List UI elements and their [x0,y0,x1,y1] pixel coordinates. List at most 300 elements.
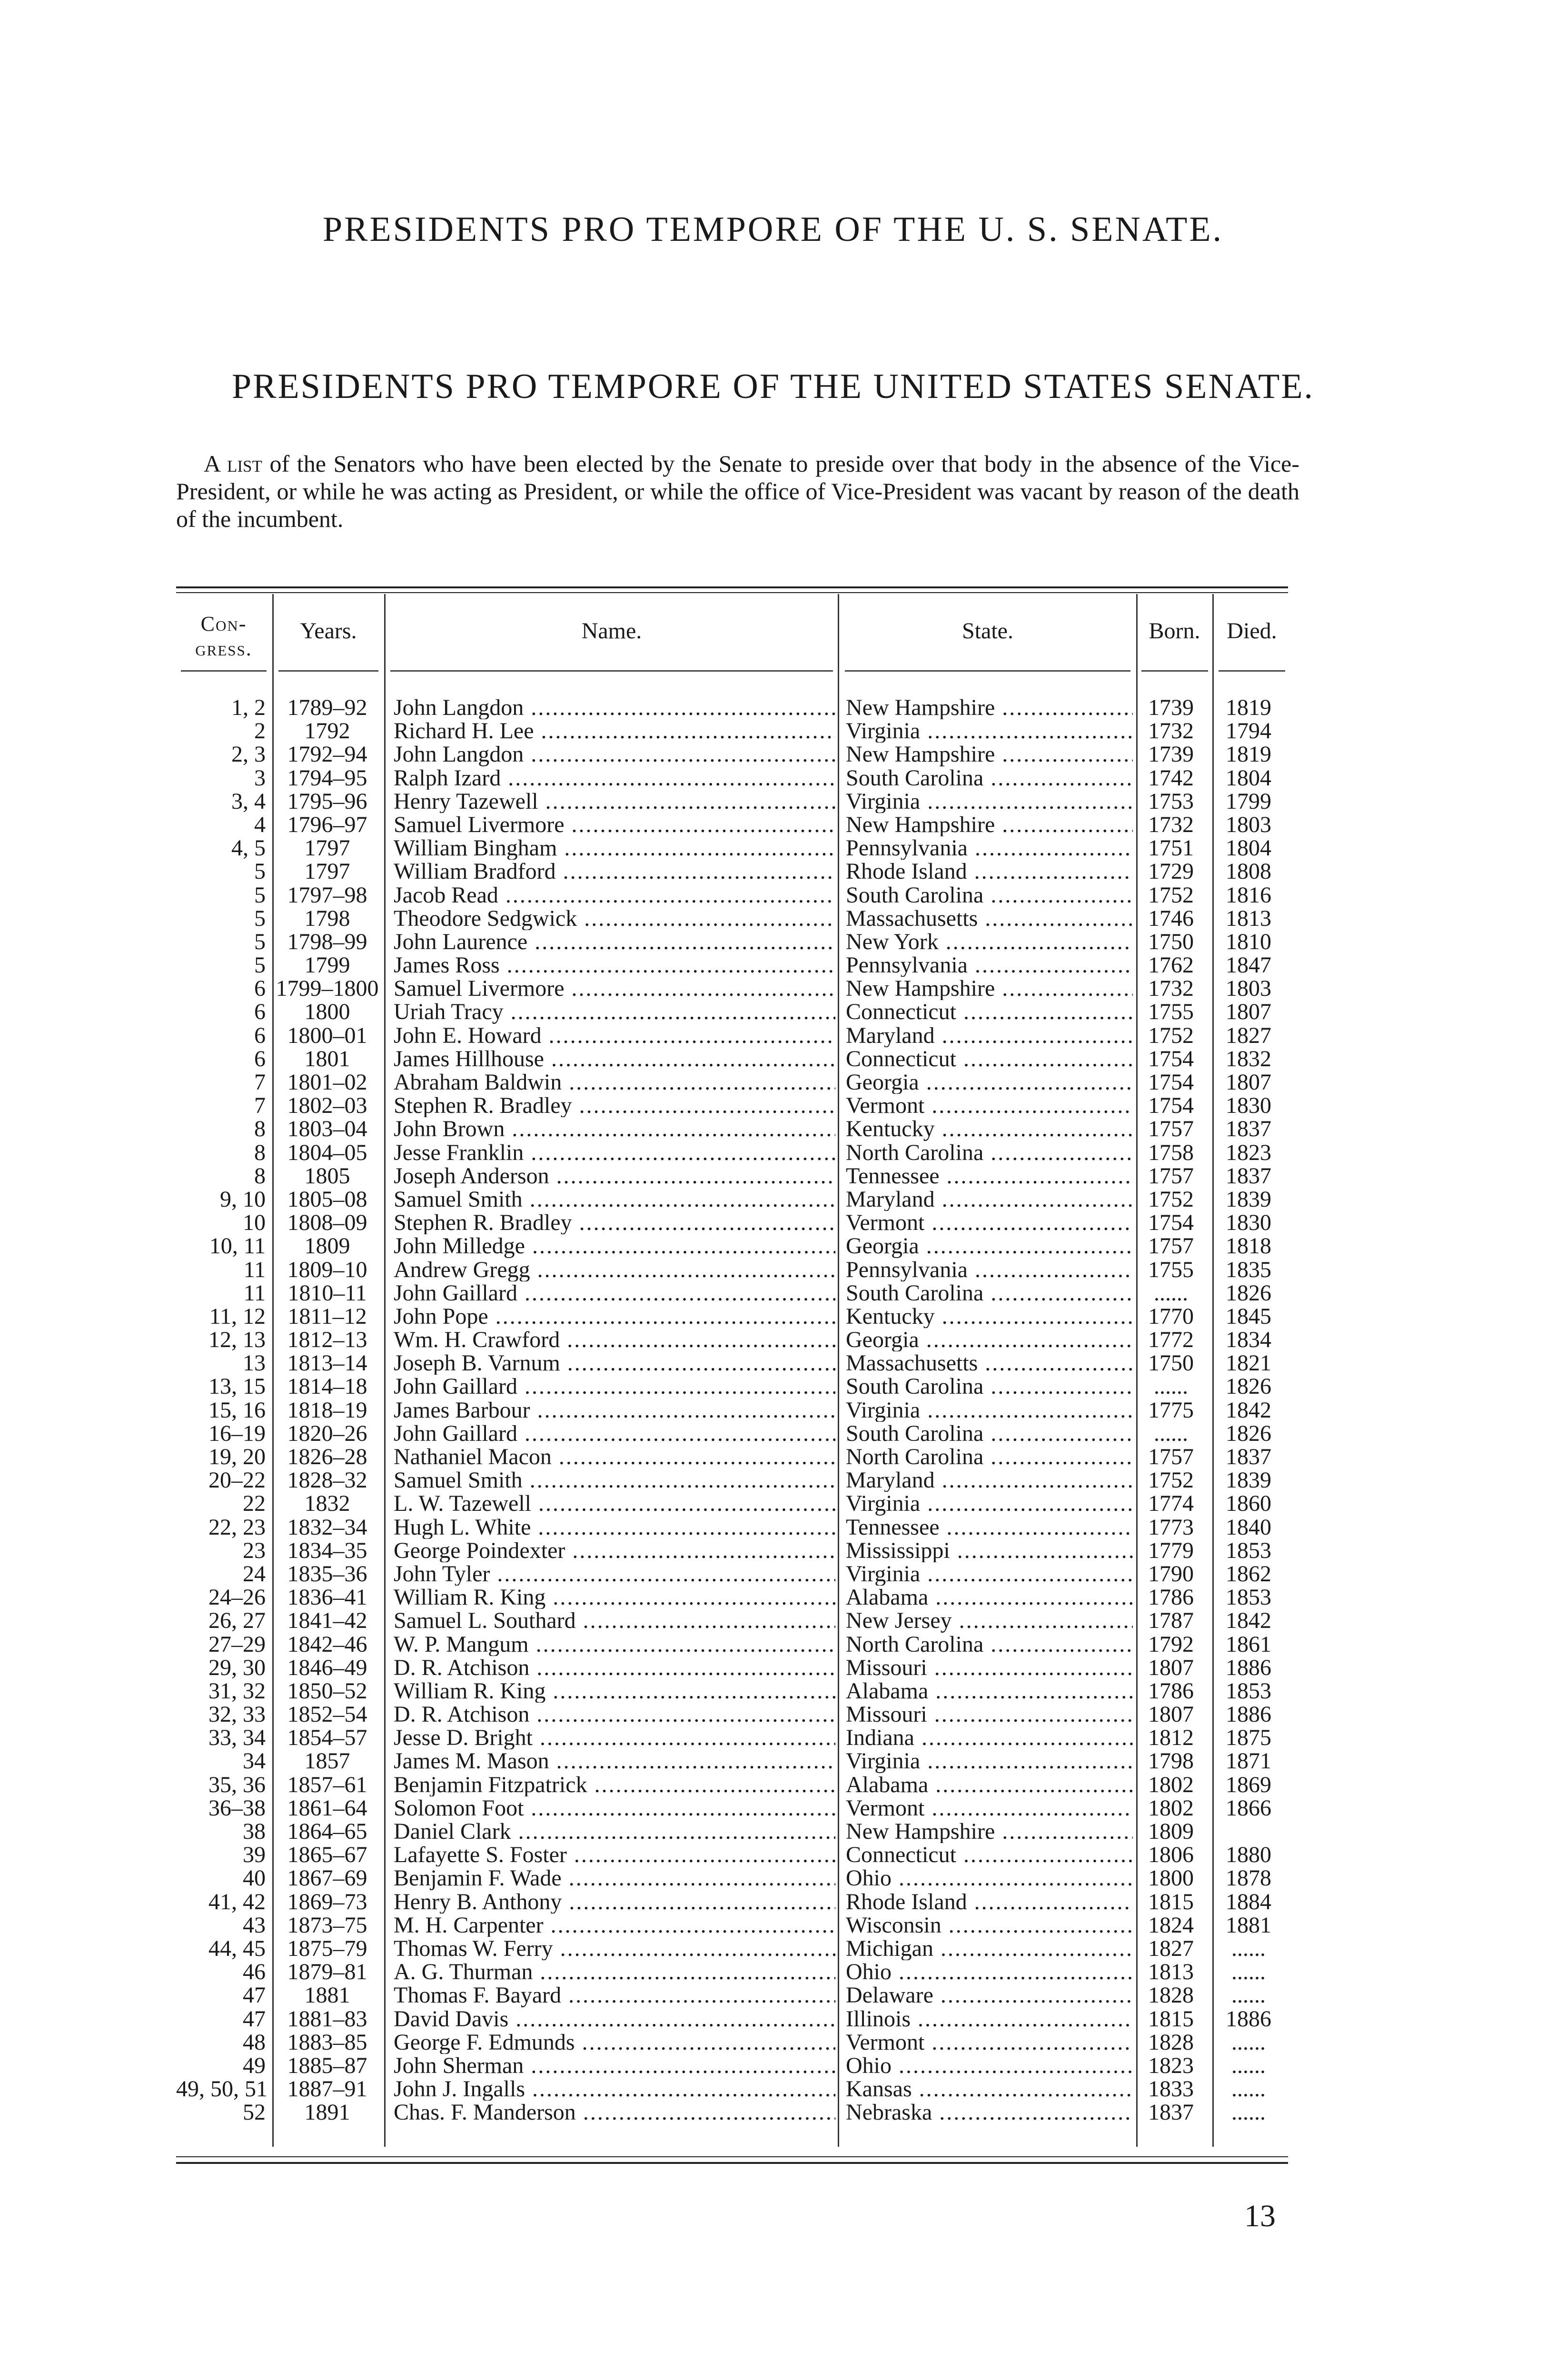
name-cell: Jesse Franklin ..... [383,1141,835,1164]
table-top-rule [176,586,1288,588]
died-cell: 1886 [1226,1655,1271,1680]
years-cell: 1795–96 [287,788,367,814]
table-row [176,1024,1288,1047]
congress-cell: 16–19 [208,1420,266,1446]
header-divider [181,670,267,673]
state-cell: Ohio ..... [835,1866,1133,1890]
header-congress-line1: Con- [200,612,247,635]
died-cell: 1886 [1226,2006,1271,2032]
born-cell: 1807 [1148,1655,1194,1680]
name-cell: William R. King ..... [383,1679,835,1703]
state-cell: Pennsylvania ..... [835,953,1133,977]
name-cell: A. G. Thurman ..... [383,1960,835,1983]
died-cell: 1884 [1226,1889,1271,1914]
state-cell: North Carolina ..... [835,1445,1133,1468]
born-cell: 1732 [1148,812,1194,837]
years-cell: 1828–32 [287,1468,367,1493]
state-cell: Kansas ..... [835,2077,1133,2101]
born-cell: 1807 [1148,1702,1194,1727]
years-cell: 1883–85 [287,2029,367,2055]
state-cell: Massachusetts ..... [835,907,1133,930]
years-cell: 1885–87 [287,2053,367,2078]
died-cell: 1810 [1226,929,1271,954]
name-cell: L. W. Tazewell ..... [383,1492,835,1515]
state-cell: New Hampshire ..... [835,977,1133,1000]
years-cell: 1799–1800 [276,976,379,1002]
years-cell: 1799 [304,952,350,978]
congress-cell: 43 [243,1912,266,1938]
died-cell: 1862 [1226,1561,1271,1587]
table-row [176,719,1288,743]
congress-cell: 6 [254,976,266,1002]
died-cell: 1886 [1226,1702,1271,1727]
state-cell: Rhode Island ..... [835,1890,1133,1914]
table-row [176,1562,1288,1586]
state-cell: Vermont ..... [835,1211,1133,1234]
name-cell: John Laurence ..... [383,930,835,953]
table-row [176,1351,1288,1375]
born-cell: 1732 [1148,976,1194,1002]
born-cell: 1823 [1148,2053,1194,2078]
congress-cell: 6 [254,1046,266,1071]
congress-cell: 22, 23 [208,1514,266,1540]
congress-cell: 3, 4 [231,788,266,814]
page-number: 13 [1244,2199,1276,2233]
senate-table [176,696,1288,2124]
name-cell: Theodore Sedgwick ..... [383,907,835,930]
name-cell: Jesse D. Bright ..... [383,1726,835,1749]
table-row [176,1445,1288,1468]
state-cell: Virginia ..... [835,1398,1133,1422]
congress-cell: 4, 5 [231,835,266,861]
born-cell: 1739 [1148,742,1194,767]
born-cell: 1809 [1148,1819,1194,1844]
table-row [176,1117,1288,1140]
table-row [176,977,1288,1000]
years-cell: 1832 [304,1491,350,1517]
years-cell: 1873–75 [287,1912,367,1938]
years-cell: 1808–09 [287,1210,367,1236]
table-row [176,1234,1288,1258]
table-row [176,1586,1288,1609]
years-cell: 1798 [304,905,350,931]
congress-cell: 5 [254,905,266,931]
died-cell: 1881 [1226,1912,1271,1938]
state-cell: Georgia ..... [835,1328,1133,1351]
name-cell: Benjamin F. Wade ..... [383,1866,835,1890]
died-cell: 1819 [1226,695,1271,720]
years-cell: 1798–99 [287,929,367,954]
born-cell: 1798 [1148,1748,1194,1774]
congress-cell: 49, 50, 51 [176,2076,268,2102]
congress-cell: 20–22 [208,1468,266,1493]
header-years: Years. [300,618,357,644]
state-cell: Illinois ..... [835,2007,1133,2031]
name-cell: W. P. Mangum ..... [383,1633,835,1656]
state-cell: Tennessee ..... [835,1164,1133,1188]
name-cell: John Brown ..... [383,1117,835,1140]
state-cell: Alabama ..... [835,1586,1133,1609]
table-row [176,743,1288,766]
state-cell: Kentucky ..... [835,1305,1133,1328]
name-cell: Andrew Gregg ..... [383,1258,835,1281]
died-cell: ...... [1231,1959,1266,1985]
state-cell: Maryland ..... [835,1188,1133,1211]
congress-cell: 31, 32 [208,1678,266,1704]
years-cell: 1852–54 [287,1702,367,1727]
table-row [176,1281,1288,1305]
born-cell: 1802 [1148,1772,1194,1797]
died-cell: 1842 [1226,1608,1271,1634]
born-cell: 1772 [1148,1327,1194,1353]
name-cell: John E. Howard ..... [383,1024,835,1047]
name-cell: William Bradford ..... [383,860,835,883]
name-cell: John Pope ..... [383,1305,835,1328]
died-cell: 1839 [1226,1468,1271,1493]
congress-cell: 34 [243,1748,266,1774]
died-cell: 1818 [1226,1233,1271,1259]
table-row [176,2054,1288,2077]
years-cell: 1804–05 [287,1140,367,1165]
congress-cell: 46 [243,1959,266,1985]
table-row [176,1164,1288,1188]
header-divider [278,670,378,673]
years-cell: 1809–10 [287,1257,367,1282]
died-cell: ...... [1231,2076,1266,2102]
born-cell: 1827 [1148,1935,1194,1961]
name-cell: Chas. F. Manderson ..... [383,2101,835,2124]
state-cell: Massachusetts ..... [835,1351,1133,1375]
table-row [176,930,1288,953]
years-cell: 1826–28 [287,1444,367,1469]
died-cell: 1819 [1226,742,1271,767]
born-cell: 1750 [1148,1350,1194,1376]
header-divider [1141,670,1208,673]
years-cell: 1797 [304,835,350,861]
state-cell: Maryland ..... [835,1024,1133,1047]
name-cell: Samuel Smith ..... [383,1468,835,1492]
table-row [176,813,1288,836]
name-cell: Hugh L. White ..... [383,1516,835,1539]
running-head: PRESIDENTS PRO TEMPORE OF THE U. S. SENATE. [322,210,1224,249]
congress-cell: 49 [243,2053,266,2078]
died-cell: 1842 [1226,1397,1271,1423]
years-cell: 1811–12 [287,1303,367,1329]
congress-cell: 15, 16 [208,1397,266,1423]
congress-cell: 23 [243,1537,266,1563]
born-cell: 1828 [1148,1983,1194,2008]
state-cell: Vermont ..... [835,1796,1133,1820]
born-cell: 1757 [1148,1163,1194,1189]
years-cell: 1813–14 [287,1350,367,1376]
congress-cell: 32, 33 [208,1702,266,1727]
state-cell: Nebraska ..... [835,2101,1133,2124]
born-cell: 1815 [1148,1889,1194,1914]
state-cell: New Jersey ..... [835,1609,1133,1632]
state-cell: Kentucky ..... [835,1117,1133,1140]
died-cell: 1871 [1226,1748,1271,1774]
years-cell: 1834–35 [287,1537,367,1563]
name-cell: Henry Tazewell ..... [383,790,835,813]
state-cell: Tennessee ..... [835,1516,1133,1539]
table-row [176,1773,1288,1796]
name-cell: Stephen R. Bradley ..... [383,1094,835,1117]
born-cell: 1752 [1148,1186,1194,1212]
years-cell: 1861–64 [287,1795,367,1821]
congress-cell: 48 [243,2029,266,2055]
name-cell: Joseph Anderson ..... [383,1164,835,1188]
born-cell: 1837 [1148,2100,1194,2125]
born-cell: 1755 [1148,999,1194,1025]
died-cell: 1861 [1226,1631,1271,1657]
name-cell: Uriah Tracy ..... [383,1000,835,1023]
years-cell: 1881–83 [287,2006,367,2032]
name-cell: James M. Mason ..... [383,1749,835,1773]
born-cell: 1746 [1148,905,1194,931]
years-cell: 1789–92 [287,695,367,720]
born-cell: 1773 [1148,1514,1194,1540]
congress-cell: 40 [243,1865,266,1891]
table-row [176,1890,1288,1914]
state-cell: New Hampshire ..... [835,696,1133,719]
years-cell: 1792 [304,718,350,744]
name-cell: Joseph B. Varnum ..... [383,1351,835,1375]
died-cell [1209,1820,1288,1843]
died-cell: 1826 [1226,1280,1271,1306]
name-cell: Stephen R. Bradley ..... [383,1211,835,1234]
died-cell: 1830 [1226,1093,1271,1119]
state-cell: Virginia ..... [835,1492,1133,1515]
state-cell: Virginia ..... [835,1562,1133,1586]
born-cell: 1800 [1148,1865,1194,1891]
congress-cell: 3 [254,765,266,791]
died-cell: 1794 [1226,718,1271,744]
name-cell: John Gaillard ..... [383,1422,835,1445]
state-cell: Michigan ..... [835,1937,1133,1960]
state-cell: Georgia ..... [835,1234,1133,1258]
name-cell: John Milledge ..... [383,1234,835,1258]
name-cell: Henry B. Anthony ..... [383,1890,835,1914]
table-row [176,907,1288,930]
header-divider [390,670,833,673]
born-cell: 1828 [1148,2029,1194,2055]
name-cell: John Langdon ..... [383,696,835,719]
years-cell: 1835–36 [287,1561,367,1587]
table-row [176,1141,1288,1164]
congress-cell: 11, 12 [209,1303,266,1329]
table-row [176,2077,1288,2101]
born-cell: 1754 [1148,1046,1194,1071]
born-cell: 1729 [1148,859,1194,884]
congress-cell: 38 [243,1819,266,1844]
born-cell: 1752 [1148,882,1194,908]
state-cell: South Carolina ..... [835,766,1133,790]
table-row [176,1656,1288,1679]
years-cell: 1800 [304,999,350,1025]
name-cell: John Gaillard ..... [383,1281,835,1305]
years-cell: 1857 [304,1748,350,1774]
name-cell: William R. King ..... [383,1586,835,1609]
congress-cell: 44, 45 [208,1935,266,1961]
congress-cell: 24 [243,1561,266,1587]
congress-cell: 10, 11 [209,1233,266,1259]
table-row [176,1305,1288,1328]
congress-cell: 29, 30 [208,1655,266,1680]
died-cell: 1826 [1226,1420,1271,1446]
state-cell: South Carolina ..... [835,1375,1133,1398]
died-cell: 1839 [1226,1186,1271,1212]
state-cell: New Hampshire ..... [835,813,1133,836]
table-row [176,1726,1288,1749]
table-row [176,1468,1288,1492]
congress-cell: 13 [243,1350,266,1376]
congress-cell: 11 [243,1280,266,1306]
name-cell: Samuel Livermore ..... [383,977,835,1000]
years-cell: 1809 [304,1233,350,1259]
intro-lead: A list [204,450,262,477]
years-cell: 1846–49 [287,1655,367,1680]
born-cell: 1786 [1148,1585,1194,1610]
died-cell: 1804 [1226,765,1271,791]
died-cell: 1847 [1226,952,1271,978]
state-cell: Connecticut ..... [835,1047,1133,1071]
died-cell: 1835 [1226,1257,1271,1282]
state-cell: Ohio ..... [835,2054,1133,2077]
born-cell: 1758 [1148,1140,1194,1165]
born-cell: 1787 [1148,1608,1194,1634]
table-row [176,953,1288,977]
years-cell: 1857–61 [287,1772,367,1797]
name-cell: James Hillhouse ..... [383,1047,835,1071]
header-congress [176,612,271,661]
name-cell: D. R. Atchison ..... [383,1703,835,1726]
name-cell: John Sherman ..... [383,2054,835,2077]
died-cell: 1834 [1226,1327,1271,1353]
born-cell: 1762 [1148,952,1194,978]
years-cell: 1869–73 [287,1889,367,1914]
died-cell: 1823 [1226,1140,1271,1165]
years-cell: 1842–46 [287,1631,367,1657]
born-cell: 1754 [1148,1093,1194,1119]
table-row [176,1937,1288,1960]
years-cell: 1865–67 [287,1842,367,1868]
table-row [176,1609,1288,1632]
name-cell: Lafayette S. Foster ..... [383,1843,835,1866]
table-row [176,1820,1288,1843]
header-died: Died. [1227,618,1277,644]
state-cell: New York ..... [835,930,1133,953]
table-row [176,1422,1288,1445]
years-cell: 1854–57 [287,1725,367,1751]
table-row [176,1749,1288,1773]
name-cell: George F. Edmunds ..... [383,2031,835,2054]
years-cell: 1832–34 [287,1514,367,1540]
state-cell: Virginia ..... [835,790,1133,813]
born-cell: 1824 [1148,1912,1194,1938]
state-cell: Mississippi ..... [835,1539,1133,1562]
table-row [176,1492,1288,1515]
congress-cell: 6 [254,1022,266,1048]
born-cell: 1770 [1148,1303,1194,1329]
years-cell: 1800–01 [287,1022,367,1048]
state-cell: New Hampshire ..... [835,743,1133,766]
congress-cell: 26, 27 [208,1608,266,1634]
years-cell: 1803–04 [287,1116,367,1142]
header-congress-line2: gress. [195,637,252,660]
years-cell: 1820–26 [287,1420,367,1446]
state-cell: Maryland ..... [835,1468,1133,1492]
congress-cell: 52 [243,2100,266,2125]
congress-cell: 4 [254,812,266,837]
table-row [176,1188,1288,1211]
congress-cell: 5 [254,859,266,884]
table-row [176,860,1288,883]
congress-cell: 19, 20 [208,1444,266,1469]
table-row [176,1633,1288,1656]
name-cell: John Gaillard ..... [383,1375,835,1398]
table-row [176,1258,1288,1281]
years-cell: 1801 [304,1046,350,1071]
name-cell: Thomas W. Ferry ..... [383,1937,835,1960]
born-cell: 1802 [1148,1795,1194,1821]
years-cell: 1881 [304,1983,350,2008]
born-cell: 1752 [1148,1468,1194,1493]
table-row [176,1843,1288,1866]
years-cell: 1801–02 [287,1070,367,1095]
table-row [176,883,1288,907]
congress-cell: 47 [243,1983,266,2008]
header-name: Name. [581,618,642,644]
name-cell: John Langdon ..... [383,743,835,766]
congress-cell: 36–38 [208,1795,266,1821]
congress-cell: 5 [254,882,266,908]
born-cell: ...... [1154,1420,1188,1446]
died-cell: 1853 [1226,1537,1271,1563]
name-cell: Jacob Read ..... [383,883,835,907]
born-cell: 1751 [1148,835,1194,861]
years-cell: 1810–11 [287,1280,367,1306]
state-cell: Missouri ..... [835,1656,1133,1679]
died-cell: 1853 [1226,1678,1271,1704]
born-cell: 1757 [1148,1444,1194,1469]
died-cell: 1826 [1226,1374,1271,1399]
table-row [176,790,1288,813]
years-cell: 1891 [304,2100,350,2125]
congress-cell: 33, 34 [208,1725,266,1751]
died-cell: 1878 [1226,1865,1271,1891]
years-cell: 1841–42 [287,1608,367,1634]
years-cell: 1812–13 [287,1327,367,1353]
table-row [176,1796,1288,1820]
years-cell: 1864–65 [287,1819,367,1844]
born-cell: 1790 [1148,1561,1194,1587]
name-cell: Abraham Baldwin ..... [383,1071,835,1094]
state-cell: Ohio ..... [835,1960,1133,1983]
state-cell: Virginia ..... [835,1749,1133,1773]
born-cell: 1779 [1148,1537,1194,1563]
congress-cell: 9, 10 [220,1186,266,1212]
died-cell: 1869 [1226,1772,1271,1797]
born-cell: 1754 [1148,1210,1194,1236]
years-cell: 1867–69 [287,1865,367,1891]
state-cell: South Carolina ..... [835,883,1133,907]
state-cell: Connecticut ..... [835,1843,1133,1866]
name-cell: Nathaniel Macon ..... [383,1445,835,1468]
state-cell: South Carolina ..... [835,1281,1133,1305]
years-cell: 1792–94 [287,742,367,767]
header-born: Born. [1149,618,1200,644]
years-cell: 1796–97 [287,812,367,837]
